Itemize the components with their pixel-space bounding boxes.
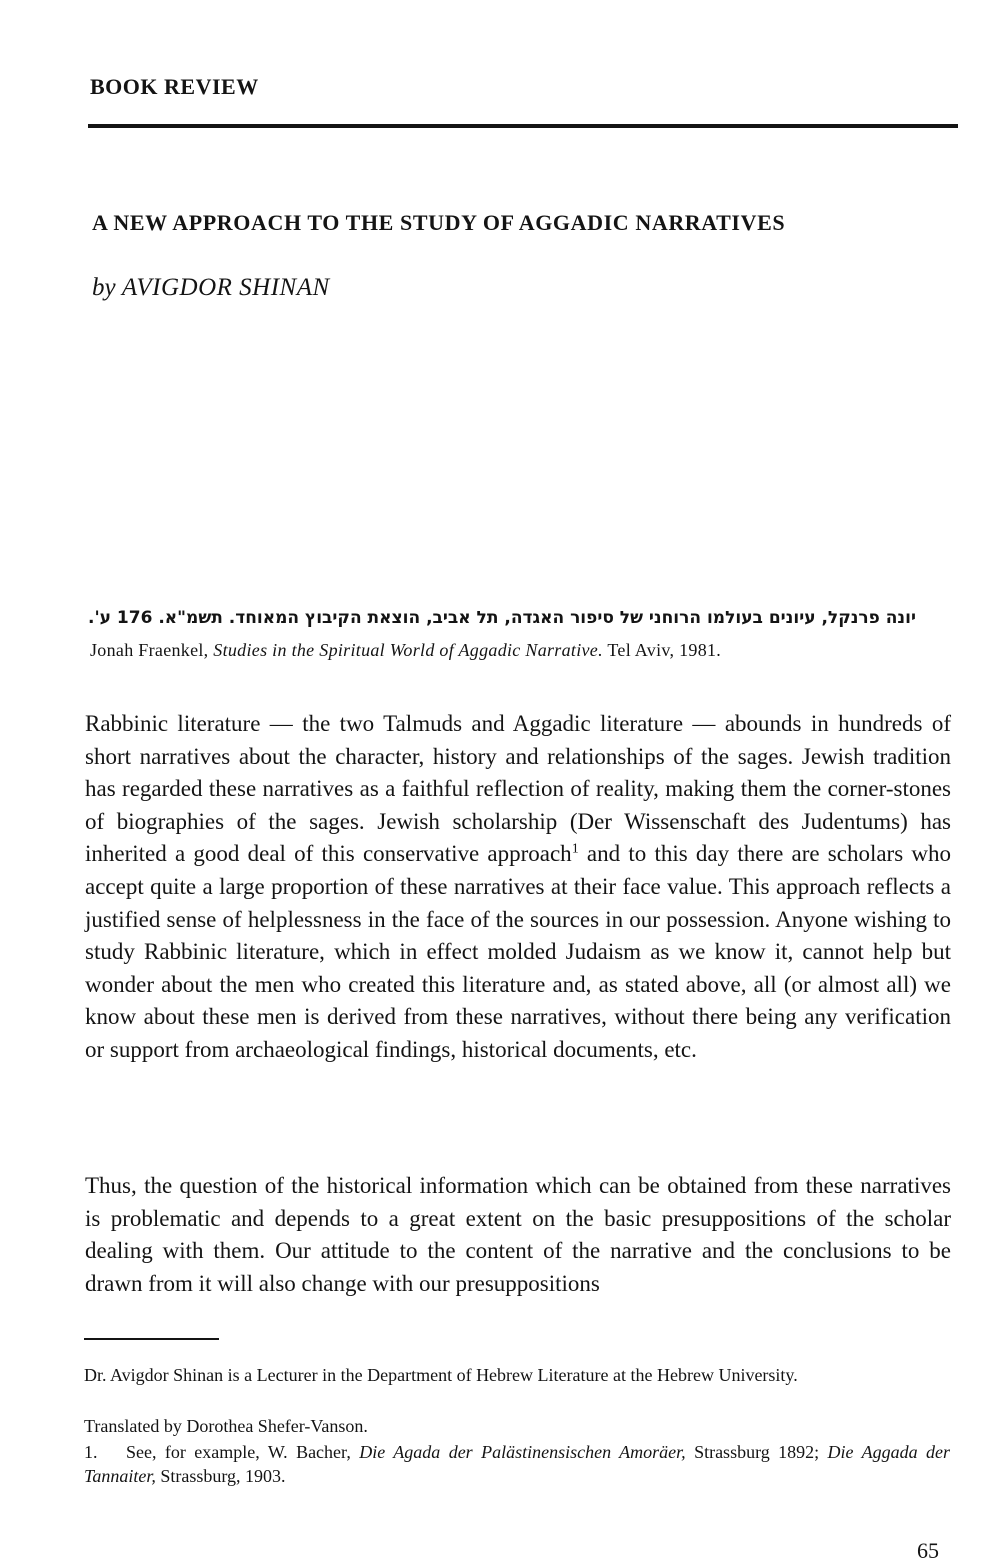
book-publication: Tel Aviv, 1981. — [607, 640, 722, 660]
author-footnote: Dr. Avigdor Shinan is a Lecturer in the Department of Hebrew Literature at the Hebrew University. — [84, 1365, 798, 1385]
footnote-1-work-2: Die Aggada der Tannaiter, — [84, 1442, 951, 1486]
footnote-rule — [84, 1338, 219, 1340]
book-author: Jonah Fraenkel, — [90, 640, 209, 660]
book-title: Studies in the Spiritual World of Aggadic Narrative. — [213, 640, 603, 660]
header-rule — [88, 124, 958, 128]
footnote-1 — [84, 1440, 950, 1488]
author-name: AVIGDOR SHINAN — [121, 274, 330, 301]
article-title: A NEW APPROACH TO THE STUDY OF AGGADIC NARRATIVES — [92, 210, 786, 235]
translator-footnote: Translated by Dorothea Shefer-Vanson. — [84, 1416, 368, 1436]
hebrew-citation: יונה פרנקל, עיונים בעולמו הרוחני של סיפור האגדה, תל אביב, הוצאת הקיבוץ המאוחד. תשמ"א. 176 ע'. — [88, 608, 916, 628]
paragraph-1-text-b: and to this day there are scholars who accept quite a large proportion of these narratives at their face value. This approach reflects a justified sense of helplessness in the face of the sources in our possession. Anyone wishing to study Rabbinic literature, which in effect molded Judaism as we know it, cannot help but wonder about the men who created this literature and, as stated above, all (or almost all) we know about these men is derived from these narratives, without there being any verification or support from archaeological findings, historical documents, etc. — [85, 841, 951, 1062]
footnote-ref-1: 1 — [571, 841, 579, 857]
byline — [92, 274, 330, 302]
footnote-1-end: Strassburg, 1903. — [160, 1466, 286, 1486]
byline-prefix: by — [92, 274, 116, 301]
book-citation — [90, 640, 970, 661]
page-number: 65 — [917, 1538, 939, 1563]
footnote-1-number: 1. — [84, 1442, 98, 1462]
footnote-1-mid: Strassburg 1892; — [694, 1442, 820, 1462]
paragraph-1-text-a: Rabbinic literature — the two Talmuds and Aggadic literature — abounds in hundreds of short narratives about the character, history and relationships of the sages. Jewish tradition has regarded these narratives as a faithful reflection of reality, making them the corner-stones of biographies of the sages. Jewish scholarship (Der Wissenschaft des Judentums) has inherited a good deal of this conservative approach — [85, 711, 951, 867]
body-paragraph-2: Thus, the question of the historical information which can be obtained from these narratives is problematic and depends to a great extent on the basic presuppositions of the scholar dealing with them. Our attitude to the content of the narrative and the conclusions to be drawn from it will also change with our presuppositions — [85, 1173, 951, 1296]
body-paragraph-1 — [85, 708, 951, 1067]
section-label: BOOK REVIEW — [90, 74, 259, 99]
footnote-1-work-1: Die Agada der Palästinensischen Amoräer, — [359, 1442, 686, 1462]
footnote-1-lead: See, for example, W. Bacher, — [126, 1442, 351, 1462]
